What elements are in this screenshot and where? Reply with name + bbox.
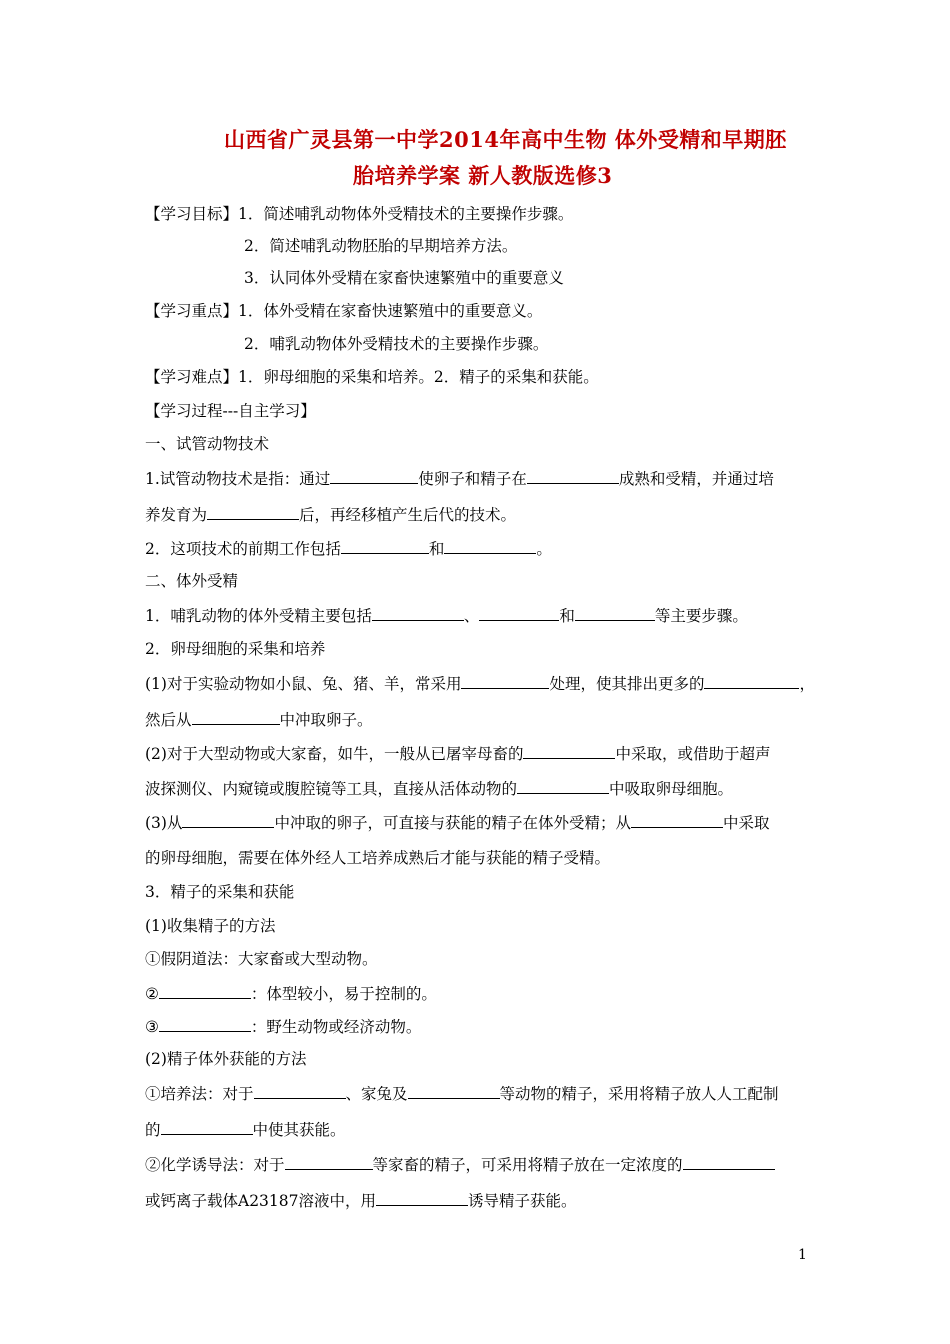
question-text: 的 [145,1121,161,1139]
answer-blank[interactable] [517,778,609,794]
question-text: 使卵子和精子在 [418,470,527,488]
question-text: (1)对于实验动物如小鼠、兔、猪、羊，常采用 [145,675,462,693]
question-text: 中冲取卵子。 [279,711,373,729]
question-text: 和 [559,607,575,625]
question-text: 中使其获能。 [252,1121,346,1139]
section-1-heading: 一、试管动物技术 [145,435,270,453]
answer-blank[interactable] [523,743,615,759]
question-text: 中吸取卵母细胞。 [609,780,734,798]
answer-blank[interactable] [161,1119,253,1135]
key-point-item: 1．体外受精在家畜快速繁殖中的重要意义。 [238,302,543,320]
question-text: 中采取 [722,814,770,832]
section-2-heading: 二、体外受精 [145,572,239,590]
difficulties-row [145,367,599,387]
subheading: (1)收集精子的方法 [145,917,276,935]
question-text: ②化学诱导法：对于 [145,1156,285,1174]
method-item: ①假阴道法：大家畜或大型动物。 [145,950,378,968]
question-text: 。 [536,540,552,558]
question-text: (3)从 [145,814,183,832]
question-line [145,1190,577,1211]
question-text: ：体型较小，易于控制的。 [250,985,437,1003]
question-text: (2)对于大型动物或大家畜，如牛，一般从已屠宰母畜的 [145,745,524,763]
answer-blank[interactable] [372,605,464,621]
answer-blank[interactable] [254,1083,346,1099]
question-text: 、 [463,607,480,625]
question-line [145,743,770,764]
question-text: ③ [145,1018,159,1036]
subheading: 2．卵母细胞的采集和培养 [145,640,326,658]
question-text: 或钙离子载体A23187溶液中，用 [145,1192,377,1210]
document-title-line-1: 山西省广灵县第一中学2014年高中生物 体外受精和早期胚 [224,127,787,152]
answer-blank[interactable] [704,673,799,689]
objectives-row-1 [145,204,573,224]
answer-blank[interactable] [182,812,274,828]
question-line [145,1154,775,1175]
question-text: 、家兔及 [345,1085,408,1103]
objective-item: 1．简述哺乳动物体外受精技术的主要操作步骤。 [238,205,574,223]
question-text: 处理，使其排出更多的 [549,675,705,693]
subheading: (2)精子体外获能的方法 [145,1050,307,1068]
objectives-label: 【学习目标】 [145,205,239,223]
question-line [145,538,552,559]
answer-blank[interactable] [461,673,549,689]
answer-blank[interactable] [330,468,418,484]
answer-blank[interactable] [444,538,536,554]
difficulties-text: 1．卵母细胞的采集和培养。2．精子的采集和获能。 [238,368,599,386]
question-text: 波探测仪、内窥镜或腹腔镜等工具，直接从活体动物的 [145,780,518,798]
question-line [145,1119,346,1140]
question-line: 的卵母细胞，需要在体外经人工培养成熟后才能与获能的精子受精。 [145,849,611,867]
key-point-item: 2．哺乳动物体外受精技术的主要操作步骤。 [244,335,549,353]
question-text: 等家畜的精子，可采用将精子放在一定浓度的 [372,1156,683,1174]
answer-blank[interactable] [285,1154,373,1170]
question-line [145,468,774,489]
answer-blank[interactable] [683,1154,775,1170]
answer-blank[interactable] [631,812,723,828]
question-text: 2．这项技术的前期工作包括 [145,540,341,558]
question-text: 等主要步骤。 [654,607,748,625]
question-text: 等动物的精子，采用将精子放人人工配制 [499,1085,779,1103]
question-line [145,673,815,694]
question-text: 和 [428,540,445,558]
question-text: ：野生动物或经济动物。 [250,1018,422,1036]
method-item [145,983,437,1004]
question-text: 中冲取的卵子，可直接与获能的精子在体外受精；从 [274,814,631,832]
answer-blank[interactable] [207,504,299,520]
question-text: 1．哺乳动物的体外受精主要包括 [145,607,372,625]
question-text: 然后从 [145,711,192,729]
objective-item: 3．认同体外受精在家畜快速繁殖中的重要意义 [244,269,564,287]
method-item [145,1016,421,1037]
page-number: 1 [798,1247,807,1263]
question-line [145,504,516,525]
question-line [145,1083,779,1104]
question-text: ② [145,985,159,1003]
difficulties-label: 【学习难点】 [145,368,239,386]
answer-blank[interactable] [527,468,619,484]
answer-blank[interactable] [192,709,280,725]
question-text: 诱导精子获能。 [468,1192,577,1210]
question-text: ， [799,675,815,693]
question-text: 成熟和受精，并通过培 [618,470,774,488]
process-header: 【学习过程---自主学习】 [145,402,316,420]
question-line [145,778,733,799]
answer-blank[interactable] [159,983,251,999]
question-text: 后，再经移植产生后代的技术。 [299,506,517,524]
question-line [145,709,373,730]
answer-blank[interactable] [408,1083,500,1099]
question-text: 养发育为 [145,506,208,524]
answer-blank[interactable] [341,538,429,554]
key-points-row-1 [145,301,542,321]
answer-blank[interactable] [575,605,655,621]
question-text: 1.试管动物技术是指：通过 [145,470,331,488]
key-points-label: 【学习重点】 [145,302,239,320]
subheading: 3．精子的采集和获能 [145,883,295,901]
question-text: 中采取，或借助于超声 [615,745,771,763]
question-line [145,605,748,626]
objective-item: 2．简述哺乳动物胚胎的早期培养方法。 [244,237,518,255]
answer-blank[interactable] [159,1016,251,1032]
question-line [145,812,770,833]
answer-blank[interactable] [479,605,559,621]
document-title-line-2: 胎培养学案 新人教版选修3 [353,163,613,188]
answer-blank[interactable] [376,1190,468,1206]
question-text: ①培养法：对于 [145,1085,254,1103]
